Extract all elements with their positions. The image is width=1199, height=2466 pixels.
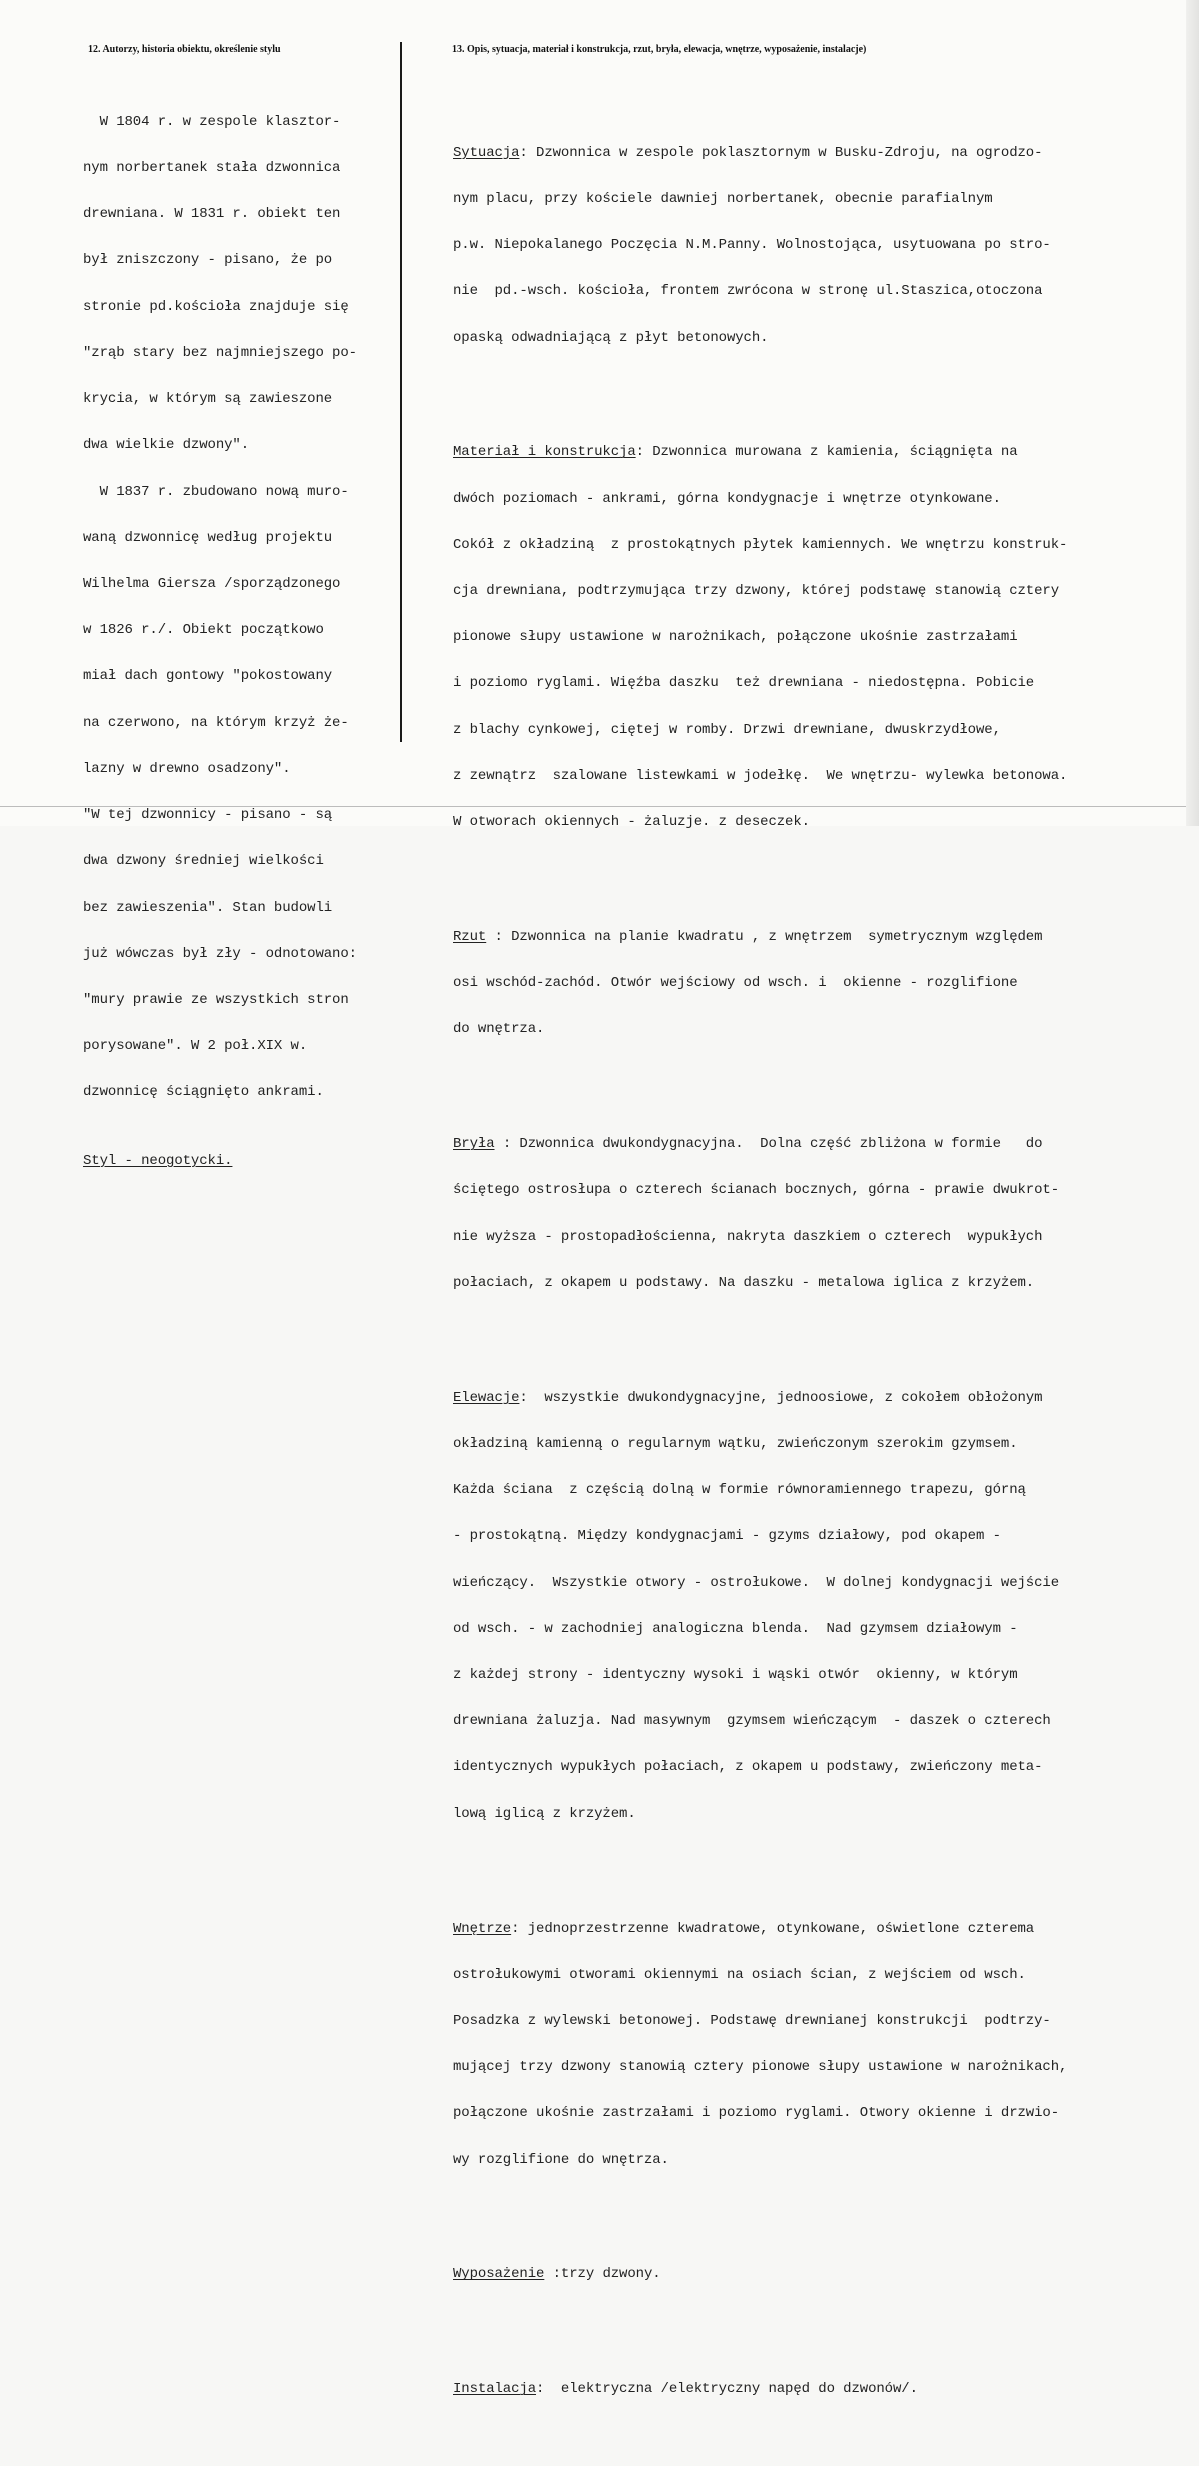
history-line: nym norbertanek stała dzwonnica [83,160,341,177]
wnetrze-label: Wnętrze [453,1920,512,1937]
section-material: Materiał i konstrukcja: Dzwonnica murowana z kamienia, ściągnięta na dwóch poziomach - ankrami, górna kondygnacje i wnętrze otynkowane. Cokół z okładziną z prostokątnych płytek kamiennych. We wnętrzu konstruk- cja drewniana, podtrzymująca trzy dzwony, której podstawę stanowią cztery pionowe słupy ustawione w narożnikach, połączone ukośnie zastrzałami i poziomo ryglami. Więźba daszku też drewniana - niedostępna. Pobicie z blachy cynkowej, ciętej w romby. Drzwi drewniane, dwuskrzydłowe, z zewnątrz szalowane listewkami w jodełkę. We wnętrzu- wylewka betonowa. W otworach okiennych - żaluzje. z deseczek. [453,444,1068,831]
history-line: waną dzwonnicę według projektu [83,529,333,546]
history-line: bez zawieszenia". Stan budowli [83,899,333,916]
style-text: Styl - neogotycki. [83,1152,233,1169]
history-line: w 1826 r./. Obiekt początkowo [83,622,324,639]
history-line: dwa dzwony średniej wielkości [83,853,324,870]
history-text [83,84,357,1132]
section-wnetrze: Wnętrze: jednoprzestrzenne kwadratowe, otynkowane, oświetlone czterema ostrołukowymi otworami okiennymi na osiach ścian, z wejściem od wsch. Posadzka z wylewski betonowej. Podstawę drewnianej konstrukcji podtrzy- mującej trzy dzwony stanowią cztery pionowe słupy ustawione w narożnikach, połączone ukośnie zastrzałami i poziomo ryglami. Otwory okienne i drzwio- wy rozglifione do wnętrza. [453,1920,1068,2168]
sytuacja-label: Sytuacja [453,144,520,161]
section-bryla: Bryła : Dzwonnica dwukondygnacyjna. Dolna część zbliżona w formie do ściętego ostrosłupa o czterech ścianach bocznych, górna - prawie dwukrot- nie wyższa - prostopadłościenna, nakryta daszkiem o czterech wypukłych połaciach, z okapem u podstawy. Na daszku - metalowa iglica z krzyżem. [453,1136,1060,1291]
wyposazenie-label: Wyposażenie [453,2266,545,2283]
history-line: "zrąb stary bez najmniejszego po- [83,344,357,361]
history-line: lazny w drewno osadzony". [83,760,291,777]
section-elewacje: Elewacje: wszystkie dwukondygnacyjne, jednoosiowe, z cokołem obłożonym okładziną kamienną o regularnym wątku, zwieńczonym szerokim gzymsem. Każda ściana z częścią dolną w formie równoramiennego trapezu, górną - prostokątną. Między kondygnacjami - gzyms działowy, pod okapem - wieńczący. Wszystkie otwory - ostrołukowe. W dolnej kondygnacji wejście od wsch. - w zachodniej analogiczna blenda. Nad gzymsem działowym - z każdej strony - identyczny wysoki i wąski otwór okienny, w którym drewniana żaluzja. Nad masywnym gzymsem wieńczącym - daszek o czterech identycznych wypukłych połaciach, z okapem u podstawy, zwieńczony meta- lową iglicą z krzyżem. [453,1389,1060,1822]
history-line: już wówczas był zły - odnotowano: [83,945,357,962]
history-column [83,84,357,1169]
history-line: porysowane". W 2 poł.XIX w. [83,1038,308,1055]
history-line: stronie pd.kościoła znajduje się [83,298,349,315]
section-rzut: Rzut : Dzwonnica na planie kwadratu , z wnętrzem symetrycznym względem osi wschód-zachód. Otwór wejściowy od wsch. i okienne - rozglifione do wnętrza. [453,928,1043,1038]
column-divider [400,42,402,742]
section-13-header: 13. Opis, sytuacja, materiał i konstrukcja, rzut, bryła, elewacja, wnętrze, wyposażenie, instalacje) [452,44,867,55]
section-sytuacja: Sytuacja: Dzwonnica w zespole poklasztornym w Busku-Zdroju, na ogrodzo- nym placu, przy kościele dawniej norbertanek, obecnie parafialnym p.w. Niepokalanego Poczęcia N.M.Panny. Wolnostojąca, usytuowana po stro- nie pd.-wsch. kościoła, frontem zwrócona w stronę ul.Staszica,otoczona opaską odwadniającą z płyt betonowych. [453,144,1051,346]
history-line: dwa wielkie dzwony". [83,437,250,454]
history-line: dzwonnicę ściągnięto ankrami. [83,1084,324,1101]
description-column [453,84,1067,2466]
section-wyposazenie: Wyposażenie :trzy dzwony. [453,2266,661,2283]
material-label: Materiał i konstrukcja [453,444,636,461]
history-line: na czerwono, na którym krzyż że- [83,714,349,731]
section-instalacja: Instalacja: elektryczna /elektryczny napęd do dzwonów/. [453,2381,918,2398]
page-bottom-line [0,806,1199,807]
bryla-label: Bryła [453,1136,495,1153]
history-line: miał dach gontowy "pokostowany [83,668,333,685]
section-12-header: 12. Autorzy, historia obiektu, określenie stylu [88,44,281,55]
history-line: W 1837 r. zbudowano nową muro- [83,483,349,500]
history-line: krycia, w którym są zawieszone [83,391,333,408]
rzut-label: Rzut [453,928,487,945]
history-line: był zniszczony - pisano, że po [83,252,333,269]
history-line: W 1804 r. w zespole klasztor- [83,113,341,130]
history-line: "W tej dzwonnicy - pisano - są [83,807,333,824]
history-line: drewniana. W 1831 r. obiekt ten [83,206,341,223]
style-statement [83,1154,357,1169]
history-line: Wilhelma Giersza /sporządzonego [83,576,341,592]
instalacja-label: Instalacja [453,2381,537,2398]
history-line: "mury prawie ze wszystkich stron [83,991,349,1008]
scan-edge [1186,0,1199,826]
elewacje-label: Elewacje [453,1389,520,1406]
